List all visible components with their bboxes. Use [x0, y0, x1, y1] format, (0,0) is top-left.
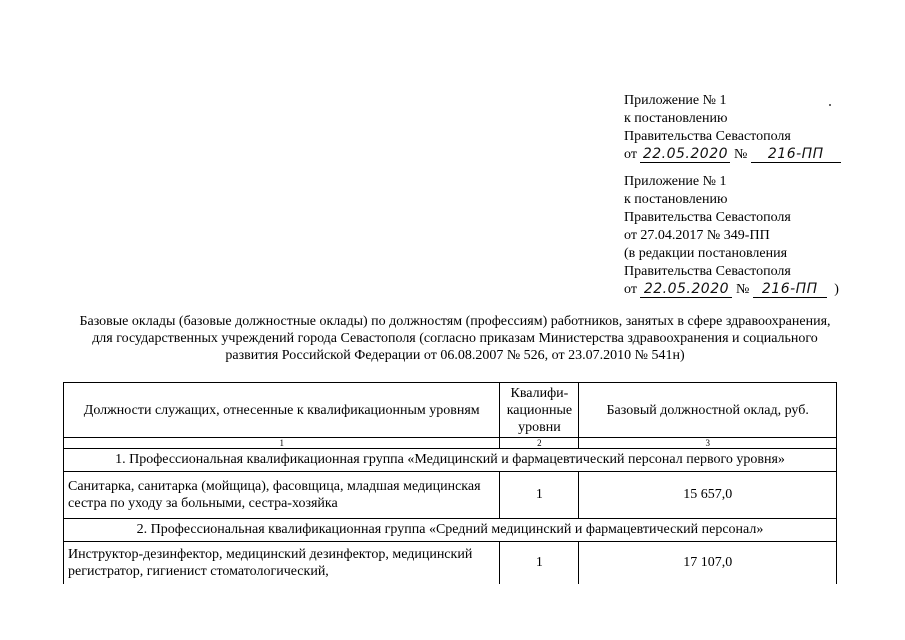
group-row-2	[64, 519, 837, 542]
row-1-level: 1	[500, 472, 579, 519]
appendix-block-2	[624, 173, 839, 299]
document-heading: Базовые оклады (базовые должностные оклады) по должностям (профессиям) работников, занятых в сфере здравоохранения, для государственных учреждений города Севастополя (согласно приказам Министерства здравоохранения и социального развития Российской Федерации от 06.08.2007 № 526, от 23.07.2010 № 541н)	[79, 314, 831, 363]
appendix-1-number-label: №	[733, 147, 748, 162]
appendix-1-handwritten-number: 216-ПП	[751, 147, 841, 163]
group-2-title: 2. Профессиональная квалификационная группа «Средний медицинский и фармацевтический персонал»	[64, 519, 837, 542]
appendix-2-date-line	[624, 281, 839, 299]
row-2-positions: Инструктор-дезинфектор, медицинский дезинфектор, медицинский регистратор, гигиенист стоматологический,	[64, 542, 500, 585]
appendix-block-1	[624, 92, 841, 164]
table-row	[64, 472, 837, 519]
header-qualification-levels: Квалифи-кационные уровни	[500, 383, 579, 438]
appendix-2-line5: (в редакции постановления	[624, 246, 788, 261]
appendix-2-line3: Правительства Севастополя	[624, 210, 791, 225]
appendix-1-line1: Приложение № 1	[624, 93, 727, 108]
salary-table	[63, 382, 837, 584]
appendix-1-line2: к постановлению	[624, 111, 728, 126]
appendix-1-handwritten-date: 22.05.2020	[640, 147, 730, 163]
row-2-salary: 17 107,0	[579, 542, 837, 585]
appendix-2-from-label: от	[624, 282, 637, 297]
group-1-title: 1. Профессиональная квалификационная группа «Медицинский и фармацевтический персонал первого уровня»	[64, 449, 837, 472]
appendix-2-handwritten-date: 22.05.2020	[640, 282, 732, 298]
header-base-salary: Базовый должностной оклад, руб.	[579, 383, 837, 438]
index-col-1: 1	[64, 438, 500, 449]
appendix-2-line6: Правительства Севастополя	[624, 264, 791, 279]
appendix-2-line1: Приложение № 1	[624, 174, 727, 189]
table-row	[64, 542, 837, 585]
table-header-row	[64, 383, 837, 438]
appendix-1-from-label: от	[624, 147, 637, 162]
appendix-2-number-label: №	[735, 282, 750, 297]
row-1-salary: 15 657,0	[579, 472, 837, 519]
row-1-positions: Санитарка, санитарка (мойщица), фасовщица, младшая медицинская сестра по уходу за больными, сестра-хозяйка	[64, 472, 500, 519]
table-index-row	[64, 438, 837, 449]
appendix-1-date-line	[624, 146, 841, 164]
header-positions: Должности служащих, отнесенные к квалификационным уровням	[64, 383, 500, 438]
group-row-1	[64, 449, 837, 472]
scan-speck	[829, 104, 831, 106]
appendix-2-closing-paren: )	[834, 282, 839, 297]
row-2-level: 1	[500, 542, 579, 585]
index-col-2: 2	[500, 438, 579, 449]
appendix-2-line4: от 27.04.2017 № 349-ПП	[624, 228, 770, 243]
appendix-2-handwritten-number: 216-ПП	[753, 282, 827, 298]
index-col-3: 3	[579, 438, 837, 449]
appendix-2-line2: к постановлению	[624, 192, 728, 207]
appendix-1-line3: Правительства Севастополя	[624, 129, 791, 144]
